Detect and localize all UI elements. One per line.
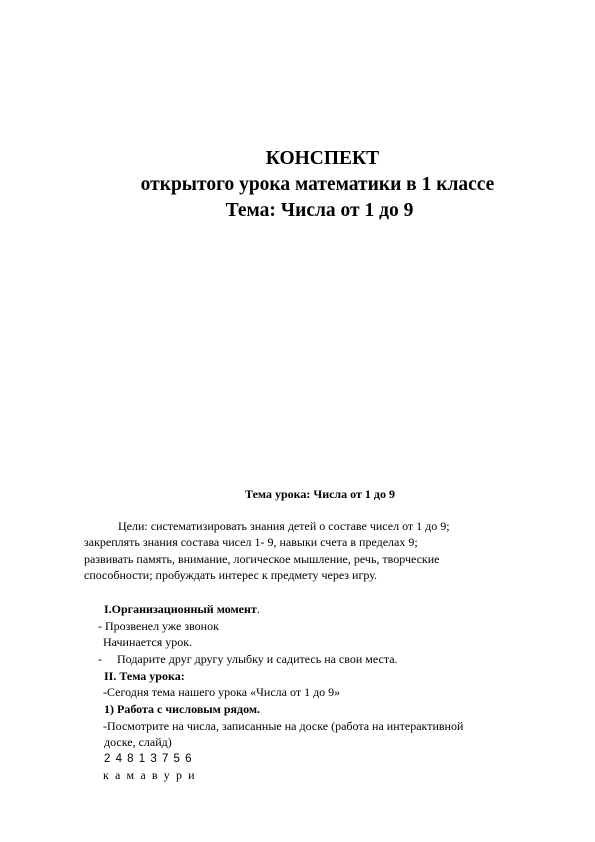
lesson-goals [86,518,526,583]
bullet-dash: - [98,652,102,666]
section-1-heading: I.Организационный момент [104,602,257,616]
section-1-item-2: Начинается урок. [103,635,193,649]
header-theme: Тема: Числа от 1 до 9 [225,200,414,221]
number-sequence: 2 4 8 1 3 7 5 6 [104,753,193,765]
section-1-item-3: Подарите друг другу улыбку и садитесь на свои места. [117,652,398,666]
task-line-1: -Посмотрите на числа, записанные на доске (работа на интерактивной [103,719,464,733]
section-1-heading-tail: . [256,602,260,616]
document-header [60,146,575,224]
goals-line-4: способности; пробуждать интерес к предмету через игру. [84,567,378,582]
section-1-item-3-row [98,651,398,667]
goals-line-3: развивать память, внимание, логическое мышление, речь, творческие [84,551,440,566]
section-1-heading-row [104,601,260,617]
task-line-2: доске, слайд) [104,735,172,749]
section-2-text: -Сегодня тема нашего урока «Числа от 1 до 9» [103,685,341,699]
section-2-heading: II. Тема урока: [104,669,185,683]
header-subtitle: открытого урока математики в 1 классе [140,174,495,195]
lesson-topic: Тема урока: Числа от 1 до 9 [245,487,395,501]
goals-line-2: закреплять знания состава чисел 1- 9, навыки счета в пределах 9; [84,535,418,550]
goals-line-1: Цели: систематизировать знания детей о составе чисел от 1 до 9; [118,519,450,533]
section-1-item-1: - Прозвенел уже звонок [98,619,219,633]
section-2-subheading: 1) Работа с числовым рядом. [104,702,261,716]
goals-line [86,518,526,534]
letter-sequence: к а м а в у р и [103,768,197,782]
header-title: КОНСПЕКТ [265,148,380,169]
